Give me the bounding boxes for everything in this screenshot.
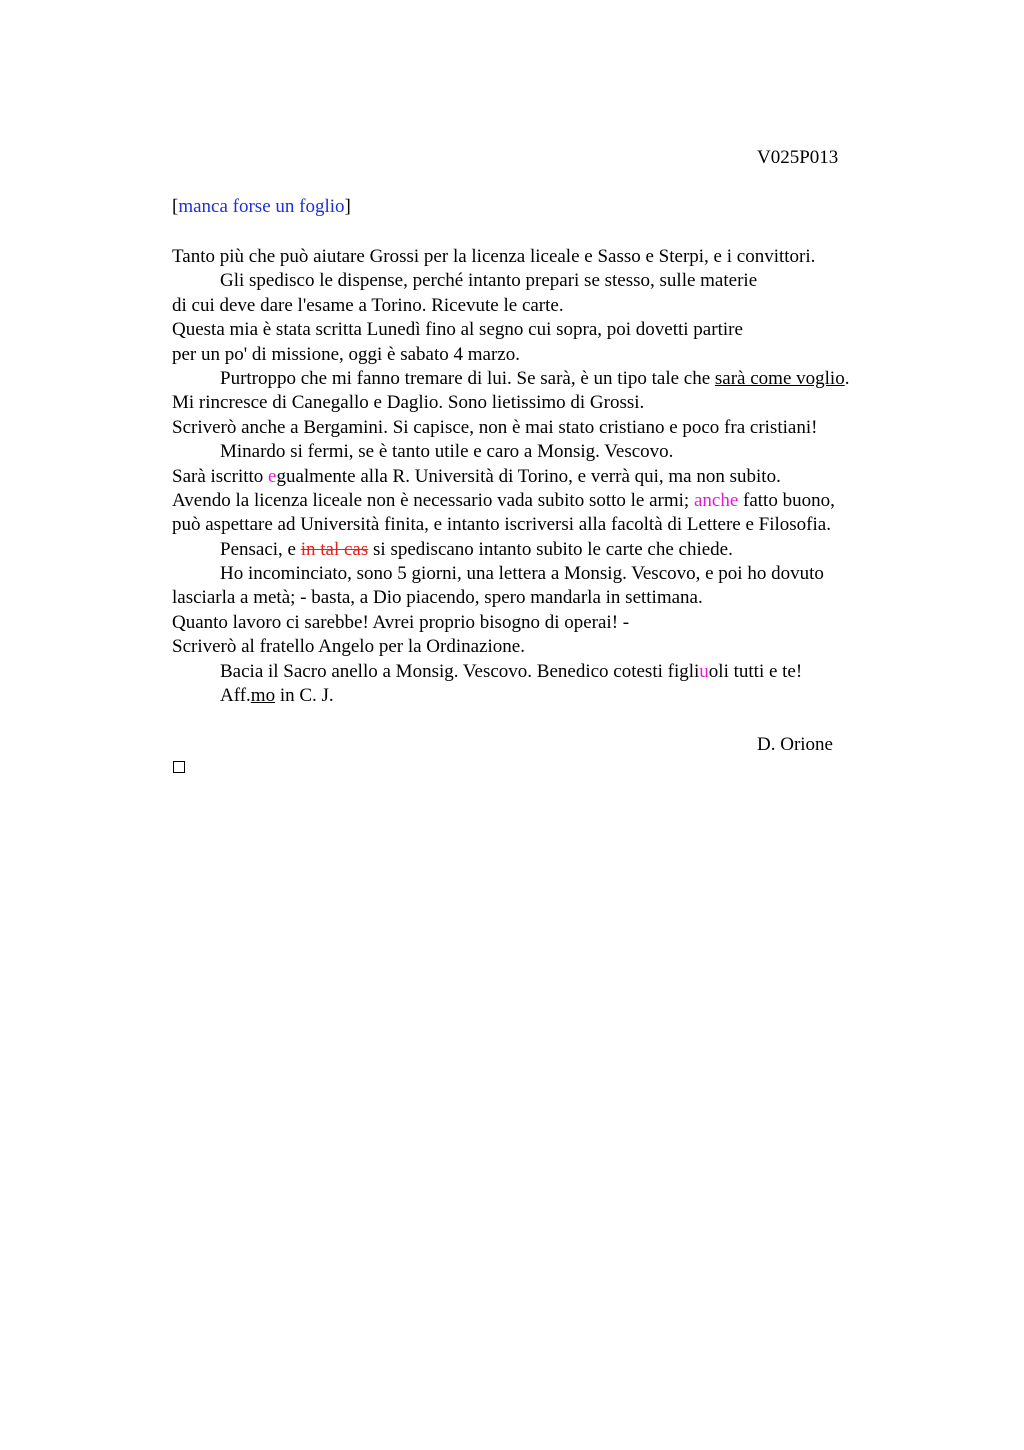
line-text: gualmente alla R. Università di Torino, e verrà qui, ma non subito. bbox=[276, 465, 781, 487]
line-text: Ho incominciato, sono 5 giorni, una lettera a Monsig. Vescovo, e poi ho dovuto bbox=[220, 563, 824, 585]
letter-line bbox=[172, 660, 912, 684]
note-close-bracket: ] bbox=[344, 196, 351, 217]
line-text: oli tutti e te! bbox=[708, 660, 803, 682]
empty-checkbox-icon bbox=[173, 761, 185, 773]
letter-body bbox=[172, 245, 912, 708]
line-text: Aff. bbox=[220, 685, 251, 707]
letter-line bbox=[172, 245, 912, 269]
line-text: Scriverò al fratello Angelo per la Ordinazione. bbox=[172, 636, 525, 658]
line-text: può aspettare ad Università finita, e intanto iscriversi alla facoltà di Lettere e Filosofia. bbox=[172, 514, 831, 536]
line-text: di cui deve dare l'esame a Torino. Ricevute le carte. bbox=[172, 294, 564, 316]
letter-line bbox=[172, 586, 912, 610]
note-text: manca forse un foglio bbox=[178, 196, 345, 217]
line-text: Avendo la licenza liceale non è necessario vada subito sotto le armi; bbox=[172, 489, 694, 511]
letter-line bbox=[172, 416, 912, 440]
line-text: Pensaci, e bbox=[220, 538, 301, 560]
letter-line bbox=[172, 318, 912, 342]
letter-line bbox=[172, 367, 912, 391]
line-text: si spediscano intanto subito le carte che chiede. bbox=[368, 538, 733, 560]
line-text: . bbox=[844, 367, 850, 389]
letter-line bbox=[172, 635, 912, 659]
deleted-text: in tal cas bbox=[300, 538, 369, 560]
line-text: fatto buono, bbox=[738, 489, 835, 511]
letter-line bbox=[172, 440, 912, 464]
signature: D. Orione bbox=[757, 734, 833, 755]
line-text: Questa mia è stata scritta Lunedì fino al segno cui sopra, poi dovetti partire bbox=[172, 319, 743, 341]
inserted-text: u bbox=[699, 660, 709, 682]
line-text: per un po' di missione, oggi è sabato 4 marzo. bbox=[172, 343, 520, 365]
document-reference: V025P013 bbox=[757, 147, 839, 168]
line-text: Scriverò anche a Bergamini. Si capisce, non è mai stato cristiano e poco fra cristiani! bbox=[172, 416, 818, 438]
letter-line bbox=[172, 684, 912, 708]
line-text: Tanto più che può aiutare Grossi per la licenza liceale e Sasso e Sterpi, e i convittori. bbox=[172, 246, 816, 267]
underlined-text: mo bbox=[250, 685, 276, 707]
line-text: in C. J. bbox=[275, 685, 334, 707]
inserted-text: e bbox=[268, 465, 277, 487]
line-text: Bacia il Sacro anello a Monsig. Vescovo. Benedico cotesti figli bbox=[220, 660, 700, 682]
line-text: Mi rincresce di Canegallo e Daglio. Sono lietissimo di Grossi. bbox=[172, 392, 645, 414]
letter-line bbox=[172, 562, 912, 586]
letter-line bbox=[172, 513, 912, 537]
note-open-bracket: [ bbox=[172, 196, 179, 217]
letter-line bbox=[172, 269, 912, 293]
letter-line bbox=[172, 465, 912, 489]
inserted-text: anche bbox=[693, 489, 739, 511]
letter-line bbox=[172, 538, 912, 562]
line-text: Minardo si fermi, se è tanto utile e caro a Monsig. Vescovo. bbox=[220, 441, 674, 463]
line-text: Gli spedisco le dispense, perché intanto prepari se stesso, sulle materie bbox=[220, 270, 758, 292]
letter-line bbox=[172, 611, 912, 635]
letter-line bbox=[172, 343, 912, 367]
editorial-note bbox=[172, 196, 351, 218]
line-text: Sarà iscritto bbox=[172, 465, 269, 487]
underlined-text: sarà come voglio bbox=[714, 367, 845, 389]
line-text: Quanto lavoro ci sarebbe! Avrei proprio bisogno di operai! - bbox=[172, 611, 630, 633]
letter-line bbox=[172, 489, 912, 513]
line-text: lasciarla a metà; - basta, a Dio piacendo, spero mandarla in settimana. bbox=[172, 587, 703, 609]
letter-line bbox=[172, 391, 912, 415]
line-text: Purtroppo che mi fanno tremare di lui. Se sarà, è un tipo tale che bbox=[220, 367, 715, 389]
letter-line bbox=[172, 294, 912, 318]
